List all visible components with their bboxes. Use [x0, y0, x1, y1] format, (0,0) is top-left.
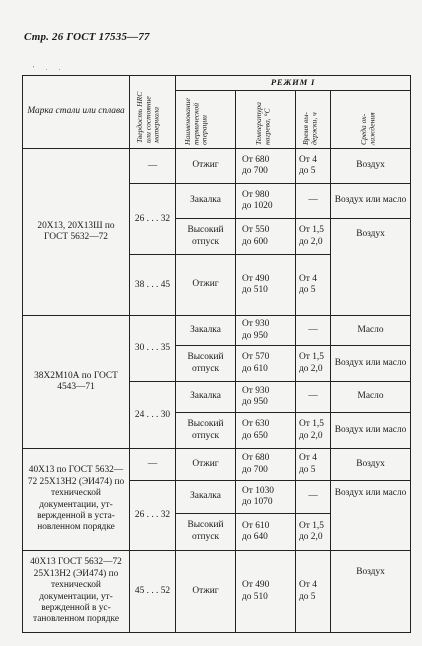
- col-header-hardness: Твердость HRC или состояние материала: [130, 76, 176, 149]
- time-cell: —: [296, 382, 331, 413]
- table-row: [23, 149, 411, 184]
- cooling-cell: Масло: [331, 382, 411, 413]
- col-header-temperature: Температура нагрева, °С: [236, 91, 296, 149]
- cooling-cell: Воздух: [331, 551, 411, 633]
- hardness-cell: —: [130, 149, 176, 184]
- col-header-steel: Марка стали или сплава: [23, 76, 130, 149]
- steel-grade: 40Х13 ГОСТ 5632—72 25Х13Н2 (ЭИ474) по технической документации, утвержденной в установленном порядке: [23, 551, 130, 633]
- hardness-cell: —: [130, 449, 176, 481]
- temperature-cell: От 930 до 950: [236, 316, 296, 346]
- temperature-cell: От 630 до 650: [236, 413, 296, 449]
- operation-cell: Закалка: [176, 481, 236, 514]
- operation-cell: Отжиг: [176, 551, 236, 633]
- time-cell: От 1,5 до 2,0: [296, 514, 331, 551]
- hardness-cell: 24 . . . 30: [130, 382, 176, 449]
- temperature-cell: От 570 до 610: [236, 346, 296, 382]
- temperature-cell: От 680 до 700: [236, 149, 296, 184]
- table-row: [23, 316, 411, 346]
- time-cell: От 1,5 до 2,0: [296, 219, 331, 255]
- cooling-cell: Воздух: [331, 219, 411, 316]
- cooling-cell: Масло: [331, 316, 411, 346]
- steel-grade: 40Х13 по ГОСТ 5632—72 25Х13Н2 (ЭИ474) по технической документации, утвержденной в установленном порядке: [23, 449, 130, 551]
- time-cell: От 4 до 5: [296, 255, 331, 316]
- heat-treatment-table: [22, 75, 411, 633]
- hardness-cell: 26 . . . 32: [130, 184, 176, 255]
- temperature-cell: От 490 до 510: [236, 551, 296, 633]
- operation-cell: Отжиг: [176, 255, 236, 316]
- temperature-cell: От 930 до 950: [236, 382, 296, 413]
- operation-cell: Высокий отпуск: [176, 413, 236, 449]
- temperature-cell: От 550 до 600: [236, 219, 296, 255]
- operation-cell: Закалка: [176, 184, 236, 219]
- time-cell: От 4 до 5: [296, 149, 331, 184]
- col-header-operation: Наименование термической операции: [176, 91, 236, 149]
- operation-cell: Отжиг: [176, 149, 236, 184]
- operation-cell: Закалка: [176, 316, 236, 346]
- col-header-cooling: Среда охлаждения: [331, 91, 411, 149]
- operation-cell: Высокий отпуск: [176, 514, 236, 551]
- temperature-cell: От 680 до 700: [236, 449, 296, 481]
- time-cell: От 1,5 до 2,0: [296, 346, 331, 382]
- cooling-cell: Воздух или масло: [331, 413, 411, 449]
- steel-grade: 20Х13, 20Х13Ш по ГОСТ 5632—72: [23, 149, 130, 316]
- time-cell: От 4 до 5: [296, 449, 331, 481]
- page-marks: ' . .: [33, 66, 66, 72]
- col-header-time: Время выдержки, ч: [296, 91, 331, 149]
- hardness-cell: 30 . . . 35: [130, 316, 176, 382]
- cooling-cell: Воздух: [331, 149, 411, 184]
- table-row: [23, 449, 411, 481]
- temperature-cell: От 490 до 510: [236, 255, 296, 316]
- operation-cell: Отжиг: [176, 449, 236, 481]
- col-header-regime: РЕЖИМ I: [176, 76, 411, 91]
- cooling-cell: Воздух или масло: [331, 481, 411, 551]
- cooling-cell: Воздух или масло: [331, 346, 411, 382]
- cooling-cell: Воздух: [331, 449, 411, 481]
- table-row: [23, 551, 411, 633]
- hardness-cell: 45 . . . 52: [130, 551, 176, 633]
- time-cell: От 4 до 5: [296, 551, 331, 633]
- operation-cell: Высокий отпуск: [176, 219, 236, 255]
- operation-cell: Закалка: [176, 382, 236, 413]
- time-cell: От 1,5 до 2,0: [296, 413, 331, 449]
- time-cell: —: [296, 481, 331, 514]
- cooling-cell: Воздух или масло: [331, 184, 411, 219]
- hardness-cell: 26 . . . 32: [130, 481, 176, 551]
- time-cell: —: [296, 316, 331, 346]
- steel-grade: 38Х2М10А по ГОСТ 4543—71: [23, 316, 130, 449]
- hardness-cell: 38 . . . 45: [130, 255, 176, 316]
- page-header: Стр. 26 ГОСТ 17535—77: [24, 31, 150, 43]
- operation-cell: Высокий отпуск: [176, 346, 236, 382]
- temperature-cell: От 1030 до 1070: [236, 481, 296, 514]
- temperature-cell: От 980 до 1020: [236, 184, 296, 219]
- time-cell: —: [296, 184, 331, 219]
- temperature-cell: От 610 до 640: [236, 514, 296, 551]
